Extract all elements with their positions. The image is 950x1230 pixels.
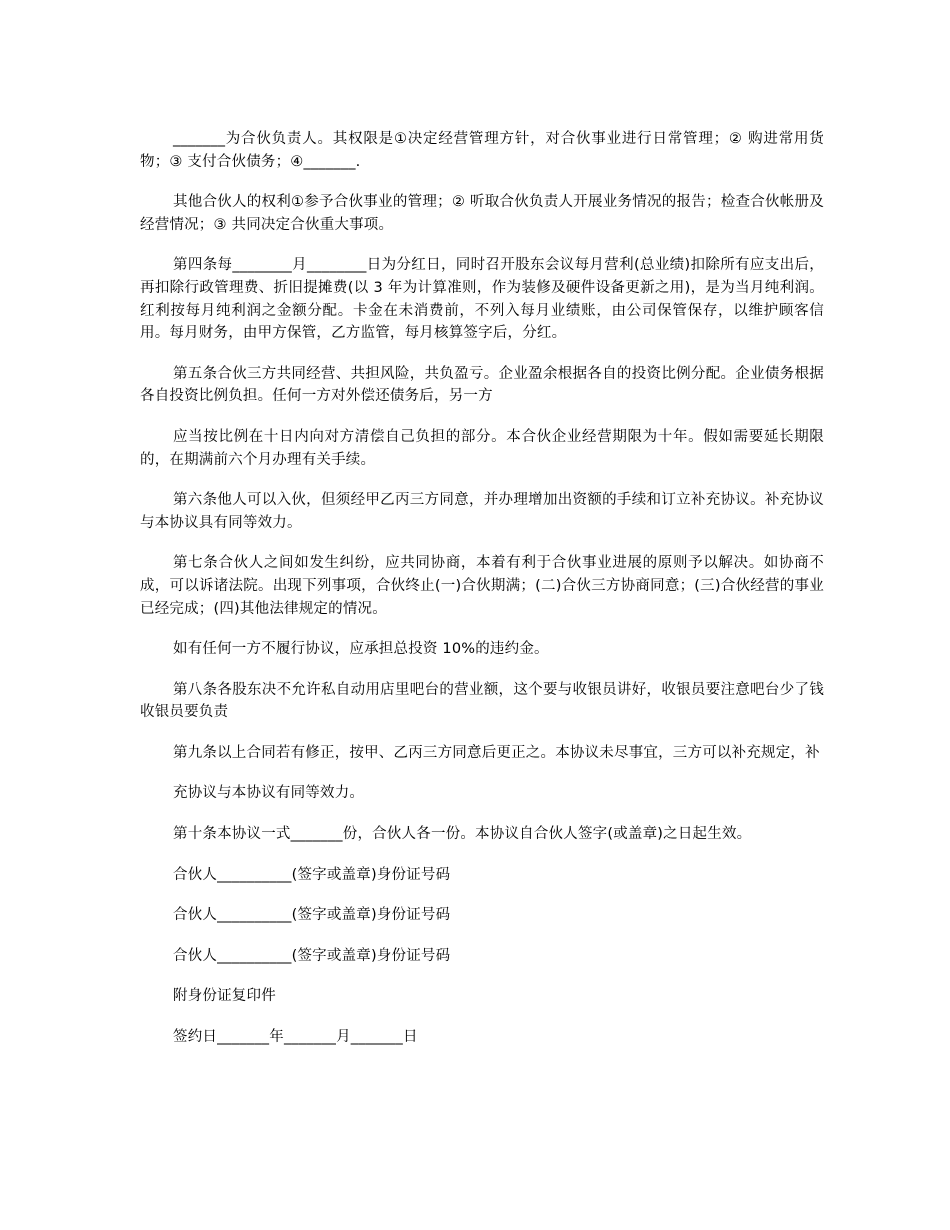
paragraph-partner-manager: _______为合伙负责人。其权限是①决定经营管理方针，对合伙事业进行日常管理；② 购进常用货物；③ 支付合伙债务；④_______. (140, 131, 824, 170)
paragraph-article-5-continued: 应当按比例在十日内向对方清偿自己负担的部分。本合伙企业经营期限为十年。假如需要延长期限的，在期满前六个月办理有关手续。 (140, 428, 824, 468)
paragraph-other-partner-rights: 其他合伙人的权利①参予合伙事业的管理；② 听取合伙负责人开展业务情况的报告；检查合伙帐册及经营情况；③ 共同决定合伙重大事项。 (140, 194, 824, 233)
attachment-note: 附身份证复印件 (173, 988, 276, 1005)
signing-date: 签约日_______年_______月_______日 (173, 1029, 418, 1046)
paragraph-article-9-continued: 充协议与本协议有同等效力。 (173, 785, 365, 802)
paragraph-article-9: 第九条以上合同若有修正，按甲、乙丙三方同意后更正之。本协议未尽事宜，三方可以补充规定，补 (173, 744, 820, 761)
paragraph-article-8: 第八条各股东决不允许私自动用店里吧台的营业额，这个要与收银员讲好，收银员要注意吧台少了钱收银员要负责 (140, 681, 824, 721)
paragraph-penalty: 如有任何一方不履行协议，应承担总投资 10%的违约金。 (173, 641, 549, 658)
paragraph-article-10: 第十条本协议一式_______份，合伙人各一份。本协议自合伙人签字(或盖章)之日起生效。 (173, 826, 752, 843)
paragraph-article-6: 第六条他人可以入伙，但须经甲乙丙三方同意，并办理增加出资额的手续和订立补充协议。补充协议与本协议具有同等效力。 (140, 492, 824, 531)
signature-line: 合伙人__________(签字或盖章)身份证号码 (173, 947, 451, 964)
document-body (140, 128, 824, 1049)
paragraph-article-5: 第五条合伙三方共同经营、共担风险，共负盈亏。企业盈余根据各自的投资比例分配。企业债务根据各自投资比例负担。任何一方对外偿还债务后，另一方 (140, 365, 824, 405)
signature-line: 合伙人__________(签字或盖章)身份证号码 (173, 907, 451, 924)
paragraph-article-4: 第四条每________月________日为分红日，同时召开股东会议每月营利(总业绩)扣除所有应支出后，再扣除行政管理费、折旧提摊费(以 3 年为计算准则，作为装修及硬件设备更新之用)，是为当月纯利润。红利按每月纯利润之金额分配。卡金在未消费前，不列入每月业绩账，由公司保管保存，以维护顾客信用。每月财务，由甲方保管，乙方监管，每月核算签字后，分红。 (140, 257, 824, 342)
paragraph-article-7: 第七条合伙人之间如发生纠纷，应共同协商，本着有利于合伙事业进展的原则予以解决。如协商不成，可以诉诸法院。出现下列事项，合伙终止(一)合伙期满；(二)合伙三方协商同意；(三)合伙经营的事业已经完成；(四)其他法律规定的情况。 (140, 555, 824, 617)
signature-line: 合伙人__________(签字或盖章)身份证号码 (173, 866, 451, 883)
